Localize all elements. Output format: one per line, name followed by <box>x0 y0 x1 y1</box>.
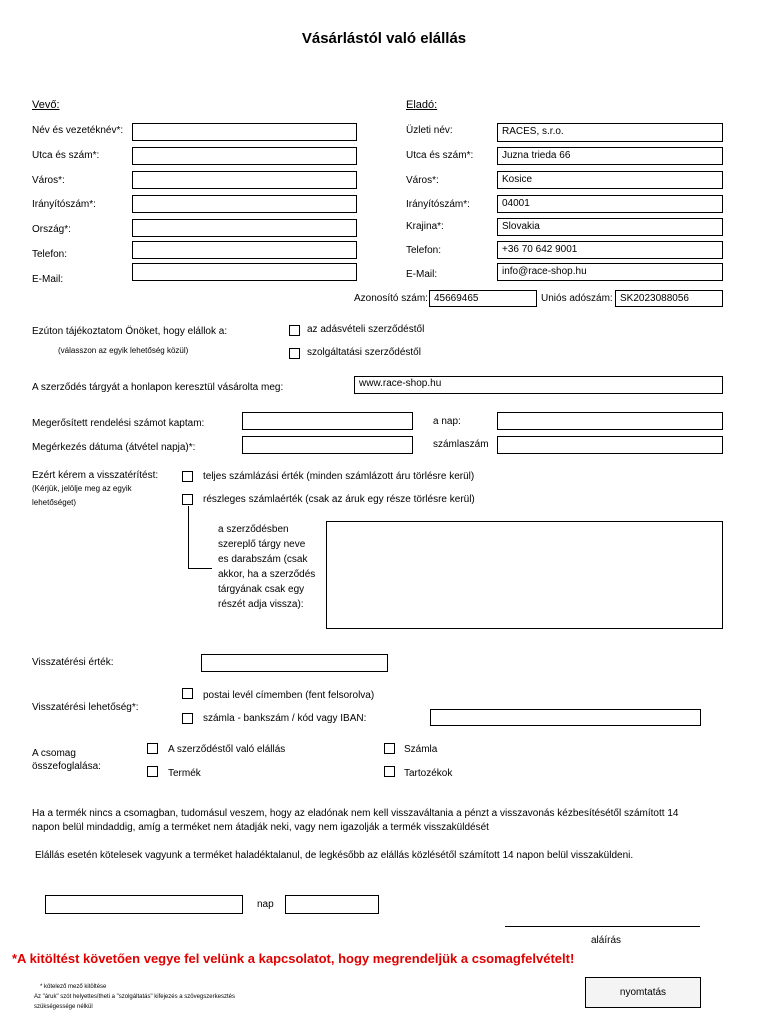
buyer-zip-field[interactable] <box>132 195 357 213</box>
item-description-field[interactable] <box>326 521 723 629</box>
buyer-country-label: Ország*: <box>32 224 71 235</box>
package-contract-checkbox[interactable] <box>147 743 158 754</box>
item-desc-line: szereplő tárgy neve <box>218 539 306 550</box>
seller-city-field[interactable]: Kosice <box>497 171 723 189</box>
package-contract-label: A szerződéstől való elállás <box>168 744 286 755</box>
buyer-zip-label: Irányítószám*: <box>32 199 96 210</box>
seller-street-field[interactable]: Juzna trieda 66 <box>497 147 723 165</box>
goods-footnote-2: szükségessége nélkül <box>34 1004 93 1010</box>
buyer-city-label: Város*: <box>32 175 65 186</box>
refund-hint: (Kérjük, jelölje meg az egyik <box>32 484 132 493</box>
order-number-field[interactable] <box>242 412 413 430</box>
seller-company-label: Üzleti név: <box>406 125 453 136</box>
package-accessories-checkbox[interactable] <box>384 766 395 777</box>
notice-label: Ezúton tájékoztatom Önöket, hogy elállok a: <box>32 326 228 337</box>
date-label: nap <box>257 899 274 910</box>
package-label: A csomag <box>32 748 76 759</box>
seller-header: Eladó: <box>406 99 438 111</box>
seller-id-field[interactable]: 45669465 <box>429 290 537 307</box>
refund-full-checkbox[interactable] <box>182 471 193 482</box>
bank-checkbox[interactable] <box>182 713 193 724</box>
page-title: Vásárlástól való elállás <box>301 30 467 47</box>
signature-label: aláírás <box>591 935 622 946</box>
arrival-date-field[interactable] <box>242 436 413 454</box>
order-date-field[interactable] <box>497 412 723 430</box>
refund-hint-2: lehetőséget) <box>32 498 77 507</box>
contract-checkbox[interactable] <box>289 325 300 336</box>
required-footnote: * kötelező mező kitöltése <box>40 984 107 990</box>
print-button[interactable]: nyomtatás <box>585 977 701 1008</box>
buyer-phone-field[interactable] <box>132 241 357 259</box>
bank-option-label: számla - bankszám / kód vagy IBAN: <box>203 713 367 724</box>
buyer-header: Vevő: <box>32 99 60 111</box>
return-obligation-notice: Elállás esetén kötelesek vagyunk a terméket haladéktalanul, de legkésőbb az elállás közlésétől számított 14 napon belül visszaküldeni. <box>35 850 634 861</box>
refund-partial-label: részleges számlaérték (csak az áruk egy része törlésre kerül) <box>203 494 475 505</box>
seller-phone-label: Telefon: <box>406 245 442 256</box>
service-option-label: szolgáltatási szerződéstől <box>307 347 421 358</box>
website-field[interactable]: www.race-shop.hu <box>354 376 723 394</box>
seller-street-label: Utca és szám*: <box>406 150 474 161</box>
contract-option-label: az adásvételi szerződéstől <box>307 324 425 335</box>
seller-vat-label: Uniós adószám: <box>541 293 613 304</box>
postal-checkbox[interactable] <box>182 688 193 699</box>
seller-email-field[interactable]: info@race-shop.hu <box>497 263 723 281</box>
refund-label: Ezért kérem a visszatérítést: <box>32 470 159 481</box>
seller-region-field[interactable]: Slovakia <box>497 218 723 236</box>
buyer-city-field[interactable] <box>132 171 357 189</box>
package-invoice-label: Számla <box>404 744 438 755</box>
package-accessories-label: Tartozékok <box>404 768 453 779</box>
item-desc-line: részét adja vissza): <box>218 599 304 610</box>
item-desc-line: tárgyának csak egy <box>218 584 305 595</box>
package-product-checkbox[interactable] <box>147 766 158 777</box>
service-checkbox[interactable] <box>289 348 300 359</box>
signature-line <box>505 926 700 927</box>
buyer-email-field[interactable] <box>132 263 357 281</box>
package-invoice-checkbox[interactable] <box>384 743 395 754</box>
return-value-field[interactable] <box>201 654 388 672</box>
order-number-label: Megerősített rendelési számot kaptam: <box>32 418 205 429</box>
buyer-name-field[interactable] <box>132 123 357 141</box>
seller-region-label: Krajina*: <box>406 221 444 232</box>
connector-line-horizontal <box>188 568 212 569</box>
item-description-label <box>218 522 315 612</box>
arrival-date-label: Megérkezés dátuma (átvétel napja)*: <box>32 442 196 453</box>
buyer-phone-label: Telefon: <box>32 249 68 260</box>
seller-city-label: Város*: <box>406 175 439 186</box>
package-product-label: Termék <box>168 768 201 779</box>
goods-footnote: Az "áruk" szót helyettesítheti a "szolgáltatás" kifejezés a szövegszerkesztés <box>34 994 235 1000</box>
iban-field[interactable] <box>430 709 701 726</box>
return-value-label: Visszatérési érték: <box>32 657 114 668</box>
connector-line <box>188 506 189 568</box>
package-label-2: összefoglalása: <box>32 761 101 772</box>
website-label: A szerződés tárgyát a honlapon keresztül vásárolta meg: <box>32 382 284 393</box>
seller-email-label: E-Mail: <box>406 269 438 280</box>
return-option-label: Visszatérési lehetőség*: <box>32 702 139 713</box>
buyer-email-label: E-Mail: <box>32 274 64 285</box>
item-desc-line: akkor, ha a szerződés <box>218 569 316 580</box>
seller-company-field[interactable]: RACES, s.r.o. <box>497 123 723 142</box>
missing-product-notice: Ha a termék nincs a csomagban, tudomásul veszem, hogy az eladónak nem kell visszaváltania a pénzt a visszavonás kézbesítésétől számított 14 napon belül mindaddig, amíg a terméket nem átadják neki, vagy nem igazolják a termék visszaküldését <box>32 808 679 833</box>
postal-option-label: postai levél címemben (fent felsorolva) <box>203 690 375 701</box>
seller-phone-field[interactable]: +36 70 642 9001 <box>497 241 723 259</box>
refund-full-label: teljes számlázási érték (minden számlázott áru törlésre kerül) <box>203 471 475 482</box>
buyer-street-field[interactable] <box>132 147 357 165</box>
buyer-country-field[interactable] <box>132 219 357 237</box>
seller-zip-field[interactable]: 04001 <box>497 195 723 213</box>
notice-hint: (válasszon az egyik lehetőség közül) <box>58 346 189 355</box>
seller-vat-field[interactable]: SK2023088056 <box>615 290 723 307</box>
invoice-number-label: számlaszám <box>433 439 489 450</box>
invoice-number-field[interactable] <box>497 436 723 454</box>
seller-zip-label: Irányítószám*: <box>406 199 470 210</box>
buyer-name-label: Név és vezetéknév*: <box>32 125 124 136</box>
order-date-label: a nap: <box>433 416 461 427</box>
date-field[interactable] <box>285 895 379 914</box>
place-field[interactable] <box>45 895 243 914</box>
item-desc-line: es darabszám (csak <box>218 554 308 565</box>
refund-partial-checkbox[interactable] <box>182 494 193 505</box>
item-desc-line: a szerződésben <box>218 524 289 535</box>
seller-id-label: Azonosító szám: <box>354 293 428 304</box>
buyer-street-label: Utca és szám*: <box>32 150 100 161</box>
pickup-warning: *A kitöltést követően vegye fel velünk a kapcsolatot, hogy megrendeljük a csomagfelvételt! <box>12 951 575 966</box>
